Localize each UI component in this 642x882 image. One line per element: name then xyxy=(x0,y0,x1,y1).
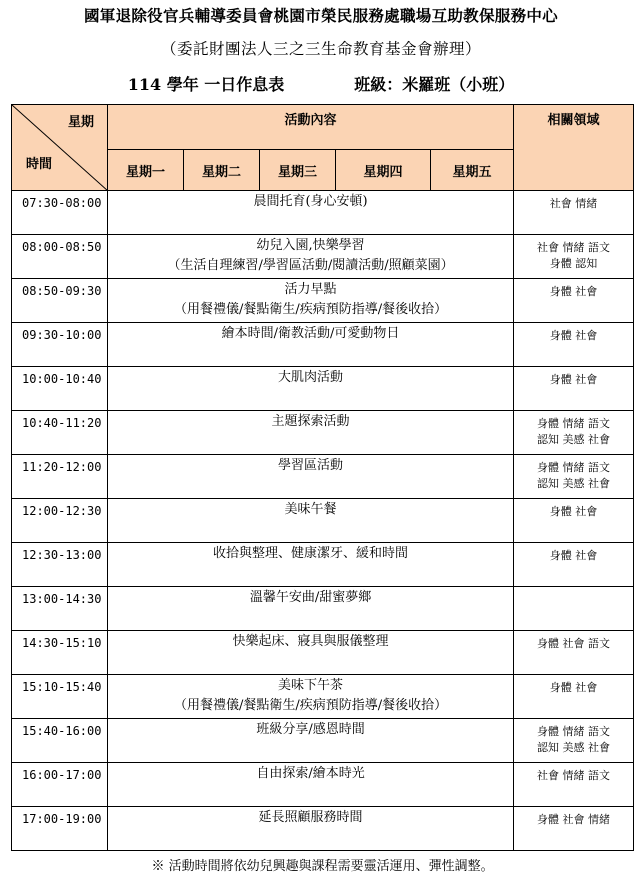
weekday-header: 星期一 xyxy=(108,150,184,191)
time-cell: 10:40-11:20 xyxy=(12,411,108,455)
domain-text: 身體 社會 xyxy=(549,329,598,342)
domain-text: 身體 社會 xyxy=(549,681,598,694)
activity-cell xyxy=(108,675,514,719)
domain-cell xyxy=(514,411,634,455)
time-cell: 11:20-12:00 xyxy=(12,455,108,499)
corner-header xyxy=(12,105,108,191)
schedule-row xyxy=(12,191,634,235)
domain-text: 社會 情緒 語文 xyxy=(537,769,611,782)
domain-text: 身體 社會 語文 xyxy=(537,637,611,650)
domain-cell xyxy=(514,191,634,235)
domain-cell xyxy=(514,235,634,279)
activity-cell xyxy=(108,323,514,367)
time-cell: 07:30-08:00 xyxy=(12,191,108,235)
corner-day-label: 星期 xyxy=(68,115,95,130)
activity-cell xyxy=(108,631,514,675)
weekday-header: 星期三 xyxy=(260,150,336,191)
activity-text: 收拾與整理、健康潔牙、緩和時間 xyxy=(213,546,409,561)
schedule-row xyxy=(12,587,634,631)
activity-text: （用餐禮儀/餐點衛生/疾病預防指導/餐後收拾） xyxy=(173,698,448,713)
time-cell: 15:40-16:00 xyxy=(12,719,108,763)
domain-cell xyxy=(514,279,634,323)
corner-time-label: 時間 xyxy=(26,157,53,172)
activity-cell xyxy=(108,763,514,807)
activity-text: 快樂起床、寢具與服儀整理 xyxy=(232,634,389,649)
time-cell: 08:50-09:30 xyxy=(12,279,108,323)
domain-text: 認知 美感 社會 xyxy=(537,741,611,754)
activity-text: 活力早點 xyxy=(284,282,337,297)
activity-text: 晨間托育(身心安頓) xyxy=(253,194,368,209)
domain-cell xyxy=(514,499,634,543)
class-label: 班級：米羅班（小班） xyxy=(354,75,515,94)
schedule-row xyxy=(12,543,634,587)
domain-cell xyxy=(514,807,634,851)
domain-text: 身體 社會 xyxy=(549,549,598,562)
activity-cell xyxy=(108,719,514,763)
time-cell: 12:30-13:00 xyxy=(12,543,108,587)
domain-text: 身體 社會 xyxy=(549,505,598,518)
schedule-row xyxy=(12,807,634,851)
domain-text: 社會 情緒 xyxy=(549,197,598,210)
time-cell: 13:00-14:30 xyxy=(12,587,108,631)
time-cell: 12:00-12:30 xyxy=(12,499,108,543)
activity-text: （生活自理練習/學習區活動/閱讀活動/照顧菜園） xyxy=(167,258,454,273)
time-cell: 14:30-15:10 xyxy=(12,631,108,675)
domain-text: 身體 認知 xyxy=(549,257,598,270)
activity-cell xyxy=(108,807,514,851)
activity-text: 美味午餐 xyxy=(284,502,337,517)
domain-cell xyxy=(514,719,634,763)
domain-text: 身體 社會 xyxy=(549,285,598,298)
activity-cell xyxy=(108,587,514,631)
domain-cell xyxy=(514,367,634,411)
domain-text: 身體 情緒 語文 xyxy=(537,417,611,430)
weekday-header: 星期五 xyxy=(431,150,514,191)
schedule-table xyxy=(11,104,634,877)
domain-text: 身體 情緒 語文 xyxy=(537,725,611,738)
domain-cell xyxy=(514,763,634,807)
activity-text: （用餐禮儀/餐點衛生/疾病預防指導/餐後收拾） xyxy=(173,302,448,317)
domain-cell xyxy=(514,455,634,499)
schedule-row xyxy=(12,763,634,807)
activity-text: 美味下午茶 xyxy=(278,678,344,693)
schedule-row xyxy=(12,631,634,675)
schedule-row xyxy=(12,499,634,543)
activity-text: 幼兒入園,快樂學習 xyxy=(256,238,365,253)
schedule-row xyxy=(12,279,634,323)
activity-cell xyxy=(108,455,514,499)
schedule-title xyxy=(0,72,642,95)
activity-text: 繪本時間/衛教活動/可愛動物日 xyxy=(221,326,400,341)
time-cell: 17:00-19:00 xyxy=(12,807,108,851)
time-cell: 09:30-10:00 xyxy=(12,323,108,367)
activity-cell xyxy=(108,235,514,279)
schedule-row xyxy=(12,367,634,411)
activity-text: 學習區活動 xyxy=(278,458,344,473)
year-label: 114 學年 一日作息表 xyxy=(127,75,285,94)
domain-text: 身體 情緒 語文 xyxy=(537,461,611,474)
activity-cell xyxy=(108,499,514,543)
activity-cell xyxy=(108,543,514,587)
domain-cell xyxy=(514,587,634,631)
activity-text: 溫馨午安曲/甜蜜夢鄉 xyxy=(249,590,372,605)
domain-text: 認知 美感 社會 xyxy=(537,477,611,490)
activity-text: 自由探索/繪本時光 xyxy=(256,766,365,781)
time-cell: 10:00-10:40 xyxy=(12,367,108,411)
footnote: ※ 活動時間將依幼兒興趣與課程需要靈活運用、彈性調整。 xyxy=(12,851,634,878)
activity-cell xyxy=(108,279,514,323)
time-cell: 15:10-15:40 xyxy=(12,675,108,719)
activity-text: 延長照顧服務時間 xyxy=(258,810,363,825)
schedule-row xyxy=(12,323,634,367)
weekday-header: 星期四 xyxy=(336,150,431,191)
domain-cell xyxy=(514,675,634,719)
domain-cell xyxy=(514,543,634,587)
schedule-row xyxy=(12,235,634,279)
schedule-row xyxy=(12,675,634,719)
domain-text: 社會 情緒 語文 xyxy=(537,241,611,254)
center-title: 國軍退除役官兵輔導委員會桃園市榮民服務處職場互助教保服務中心 xyxy=(83,6,558,25)
activity-header: 活動內容 xyxy=(108,105,514,150)
activity-cell xyxy=(108,367,514,411)
time-cell: 08:00-08:50 xyxy=(12,235,108,279)
domain-text: 身體 社會 情緒 xyxy=(537,813,611,826)
domain-text: 認知 美感 社會 xyxy=(537,433,611,446)
domain-header: 相關領域 xyxy=(514,105,634,191)
domain-cell xyxy=(514,631,634,675)
weekday-header: 星期二 xyxy=(184,150,260,191)
domain-text: 身體 社會 xyxy=(549,373,598,386)
schedule-row xyxy=(12,411,634,455)
domain-cell xyxy=(514,323,634,367)
activity-text: 主題探索活動 xyxy=(271,414,350,429)
activity-cell xyxy=(108,191,514,235)
activity-text: 班級分享/感恩時間 xyxy=(256,722,365,737)
activity-cell xyxy=(108,411,514,455)
activity-text: 大肌肉活動 xyxy=(278,370,344,385)
schedule-row xyxy=(12,719,634,763)
time-cell: 16:00-17:00 xyxy=(12,763,108,807)
schedule-row xyxy=(12,455,634,499)
commission-note: （委託財團法人三之三生命教育基金會辦理） xyxy=(160,40,481,58)
